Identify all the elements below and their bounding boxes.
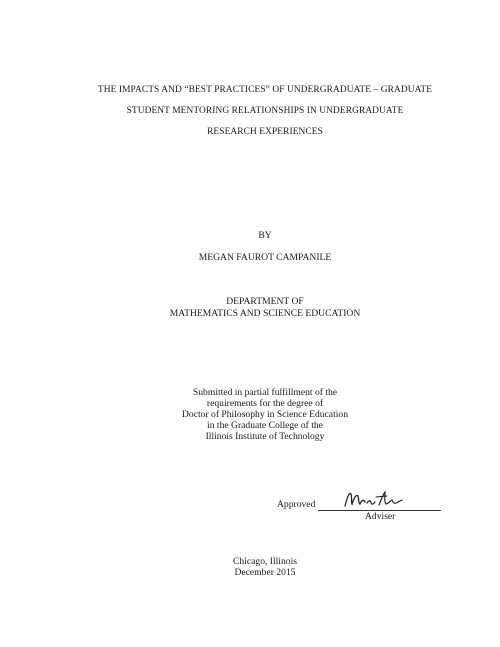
by-label: BY — [258, 230, 272, 241]
submission-date: December 2015 — [234, 567, 296, 578]
submission-line-4: in the Graduate College of the — [207, 420, 323, 431]
submission-line-5: Illinois Institute of Technology — [205, 431, 325, 442]
submission-line-3: Doctor of Philosophy in Science Education — [182, 409, 348, 420]
thesis-title-line-2: STUDENT MENTORING RELATIONSHIPS IN UNDERGRADUATE — [126, 106, 404, 116]
department-name: MATHEMATICS AND SCIENCE EDUCATION — [169, 308, 361, 319]
thesis-title-line-3: RESEARCH EXPERIENCES — [207, 127, 323, 137]
thesis-title-line-1: THE IMPACTS AND “BEST PRACTICES” OF UNDERGRADUATE – GRADUATE — [97, 85, 433, 95]
approval-block — [277, 494, 447, 524]
approved-label: Approved — [277, 499, 316, 510]
author-name: MEGAN FAUROT CAMPANILE — [198, 252, 332, 263]
submission-line-1: Submitted in partial fulfillment of the — [192, 387, 338, 398]
location-city: Chicago, Illinois — [233, 556, 297, 567]
submission-line-2: requirements for the degree of — [206, 398, 324, 409]
department-heading: DEPARTMENT OF — [226, 296, 304, 307]
adviser-label: Adviser — [365, 511, 396, 522]
adviser-signature — [343, 488, 403, 512]
